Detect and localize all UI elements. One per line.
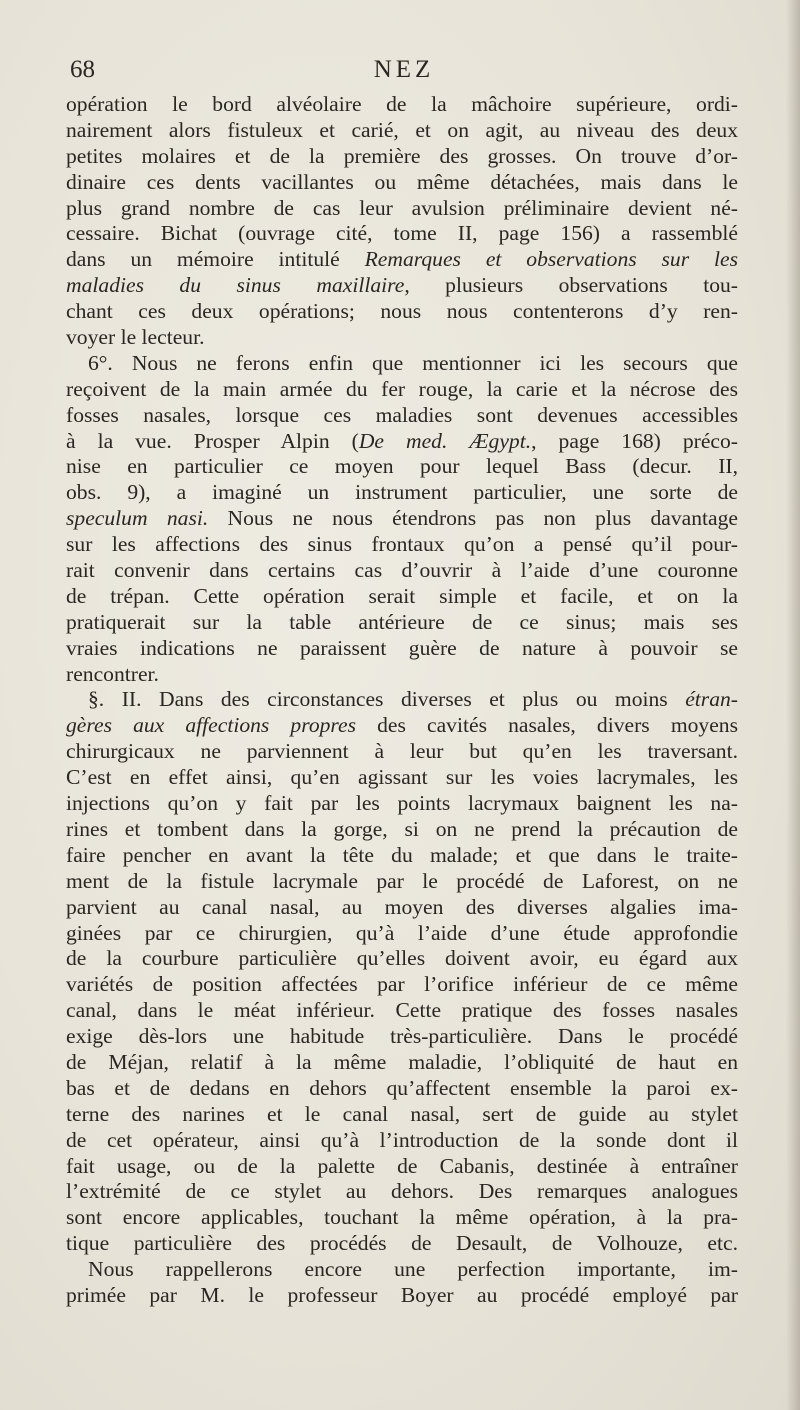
italic-text: maladies du sinus maxillaire (66, 273, 405, 298)
page-number: 68 (70, 56, 95, 83)
text-line: chant ces deux opérations; nous nous contenterons d’y ren- (66, 299, 738, 324)
text-line: gères aux affections propres des cavités nasales, divers moyens (66, 713, 738, 738)
text-line: fait usage, ou de la palette de Cabanis, destinée à entraîner (66, 1153, 738, 1178)
text-line: ment de la fistule lacrymale par le procédé de Laforest, on ne (66, 868, 738, 893)
text-line: de Méjan, relatif à la même maladie, l’obliquité de haut en (66, 1049, 738, 1074)
text-line: nise en particulier ce moyen pour lequel Bass (decur. II, (66, 454, 738, 479)
text-line: C’est en effet ainsi, qu’en agissant sur les voies lacrymales, les (66, 765, 738, 790)
text-line: à la vue. Prosper Alpin (De med. Ægypt., page 168) préco- (66, 428, 738, 453)
running-head (70, 56, 738, 88)
italic-text: gères aux affections propres (66, 713, 357, 738)
text-line: l’extrémité de ce stylet au dehors. Des remarques analogues (66, 1179, 738, 1204)
text-line: maladies du sinus maxillaire, plusieurs observations tou- (66, 273, 738, 298)
italic-text: speculum nasi. (66, 506, 209, 531)
text-line: rait convenir dans certains cas d’ouvrir à l’aide d’une couronne (66, 558, 738, 583)
text-line: exige dès-lors une habitude très-particulière. Dans le procédé (66, 1024, 738, 1049)
text-line: de cet opérateur, ainsi qu’à l’introduction de la sonde dont il (66, 1127, 738, 1152)
text-line: primée par M. le professeur Boyer au procédé employé par (66, 1282, 738, 1307)
italic-text: Remarques et observations sur les (364, 247, 738, 272)
text-line: de la courbure particulière qu’elles doivent avoir, eu égard aux (66, 946, 738, 971)
text-line: plus grand nombre de cas leur avulsion préliminaire devient né- (66, 195, 738, 220)
text-line: cessaire. Bichat (ouvrage cité, tome II, page 156) a rassemblé (66, 221, 738, 246)
text-line: faire pencher en avant la tête du malade; et que dans le traite- (66, 842, 738, 867)
text-line: 6°. Nous ne ferons enfin que mentionner ici les secours que (88, 350, 738, 375)
text-line: dinaire ces dents vacillantes ou même détachées, mais dans le (66, 169, 738, 194)
page-edge-shadow (786, 0, 800, 1410)
text-line: variétés de position affectées par l’orifice inférieur de ce même (66, 972, 738, 997)
page-title: NEZ (373, 56, 435, 83)
text-line: speculum nasi. Nous ne nous étendrons pas non plus davantage (66, 506, 738, 531)
text-line: terne des narines et le canal nasal, sert de guide au stylet (66, 1101, 738, 1126)
text-line: fosses nasales, lorsque ces maladies sont devenues accessibles (66, 402, 738, 427)
text-line: obs. 9), a imaginé un instrument particulier, une sorte de (66, 480, 738, 505)
text-line: injections qu’on y fait par les points lacrymaux baignent les na- (66, 791, 738, 816)
text-line: opération le bord alvéolaire de la mâchoire supérieure, ordi- (66, 92, 738, 116)
text-line: sur les affections des sinus frontaux qu’on a pensé qu’il pour- (66, 532, 738, 557)
text-line: chirurgicaux ne parviennent à leur but qu’en les traversant. (66, 739, 738, 764)
text-line: ginées par ce chirurgien, qu’à l’aide d’une étude approfondie (66, 920, 738, 945)
text-line: vraies indications ne paraissent guère de nature à pouvoir se (66, 635, 738, 660)
text-line: rines et tombent dans la gorge, si on ne prend la précaution de (66, 816, 738, 841)
text-line: sont encore applicables, touchant la même opération, à la pra- (66, 1205, 738, 1230)
text-line: parvient au canal nasal, au moyen des diverses algalies ima- (66, 894, 738, 919)
text-line: petites molaires et de la première des grosses. On trouve d’or- (66, 143, 738, 168)
text-line: rencontrer. (66, 661, 159, 686)
text-line: Nous rappellerons encore une perfection importante, im- (88, 1257, 738, 1282)
text-line: canal, dans le méat inférieur. Cette pratique des fosses nasales (66, 998, 738, 1023)
text-line: pratiquerait sur la table antérieure de ce sinus; mais ses (66, 609, 738, 634)
text-line: reçoivent de la main armée du fer rouge, la carie et la nécrose des (66, 376, 738, 401)
text-line: dans un mémoire intitulé Remarques et observations sur les (66, 247, 738, 272)
italic-text: De med. Ægypt. (358, 428, 532, 453)
text-line: nairement alors fistuleux et carié, et on agit, au niveau des deux (66, 117, 738, 142)
text-line: bas et de dedans en dehors qu’affectent ensemble la paroi ex- (66, 1075, 738, 1100)
text-line: tique particulière des procédés de Desault, de Volhouze, etc. (66, 1231, 738, 1256)
text-line: de trépan. Cette opération serait simple et facile, et on la (66, 583, 738, 608)
italic-text: étran- (685, 687, 738, 712)
text-line: voyer le lecteur. (66, 325, 205, 350)
body-text (66, 92, 738, 1309)
text-line: §. II. Dans des circonstances diverses et plus ou moins étran- (88, 687, 738, 712)
